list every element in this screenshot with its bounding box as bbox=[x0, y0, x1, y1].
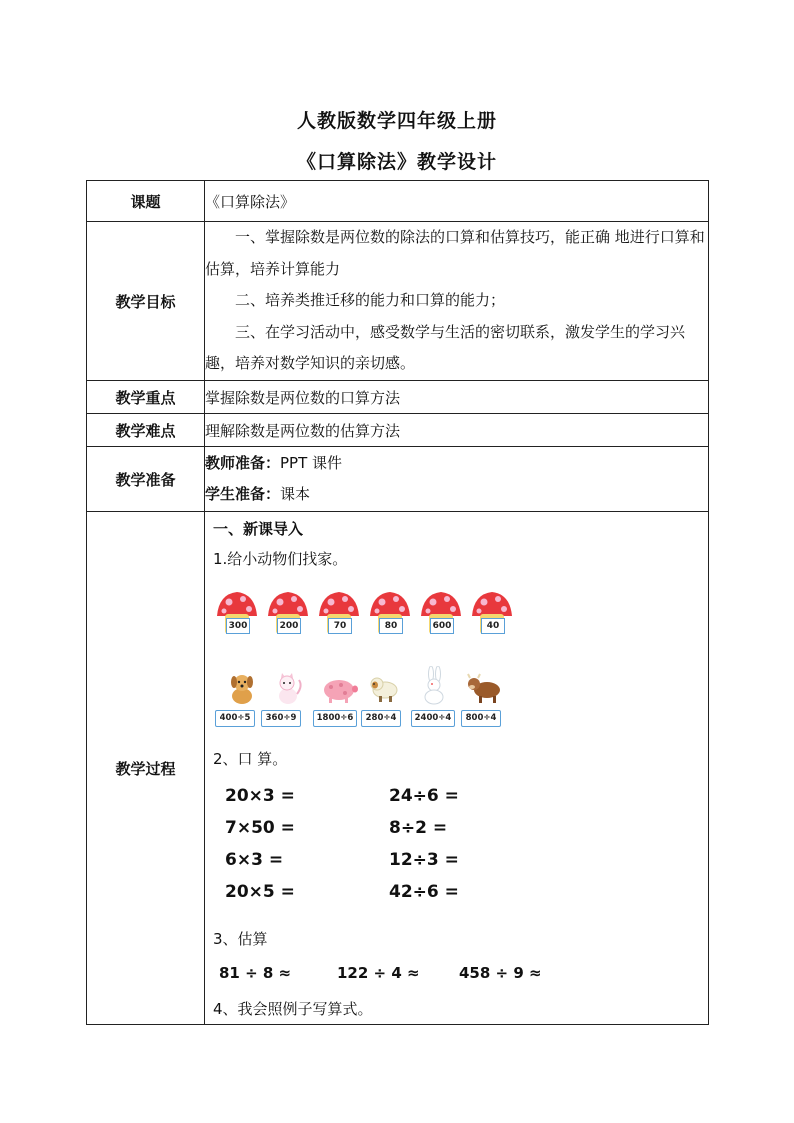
prep-content bbox=[205, 447, 709, 512]
mushroom-house-icon bbox=[215, 590, 259, 636]
animal-expression: 280÷4 bbox=[361, 710, 401, 727]
key-point-label: 教学重点 bbox=[87, 381, 205, 414]
oral-expression: 8÷2 = bbox=[389, 818, 448, 838]
process-label: 教学过程 bbox=[87, 512, 205, 1025]
mushroom-house-icon bbox=[470, 590, 514, 636]
mushroom-number: 70 bbox=[328, 618, 352, 634]
animal-expression: 360÷9 bbox=[261, 710, 301, 727]
question-4: 4、我会照例子写算式。 bbox=[213, 1000, 373, 1018]
oral-expression: 20×5 = bbox=[225, 882, 295, 902]
teacher-prep bbox=[205, 448, 708, 479]
mushroom-number: 40 bbox=[481, 618, 505, 634]
kitten-icon bbox=[271, 672, 305, 710]
prep-label: 教学准备 bbox=[87, 447, 205, 512]
question-2: 2、口 算。 bbox=[213, 750, 288, 768]
mushroom-house-icon bbox=[419, 590, 463, 636]
oral-expression: 20×3 = bbox=[225, 786, 295, 806]
pig-icon bbox=[319, 674, 359, 710]
doc-title: 人教版数学四年级上册 bbox=[296, 110, 497, 132]
goals-label: 教学目标 bbox=[87, 222, 205, 381]
oral-expression: 42÷6 = bbox=[389, 882, 459, 902]
difficulty-label: 教学难点 bbox=[87, 414, 205, 447]
animal-expression: 2400÷4 bbox=[411, 710, 455, 727]
lesson-plan-table bbox=[86, 180, 709, 1025]
student-prep-label: 学生准备： bbox=[205, 485, 281, 503]
topic-value: 《口算除法》 bbox=[205, 181, 709, 222]
rabbit-icon bbox=[419, 666, 449, 710]
teacher-prep-value: PPT 课件 bbox=[280, 454, 343, 472]
oral-expression: 6×3 = bbox=[225, 850, 284, 870]
animal-expression: 400÷5 bbox=[215, 710, 255, 727]
mushroom-house-icon bbox=[266, 590, 310, 636]
difficulty-value: 理解除数是两位数的估算方法 bbox=[205, 414, 709, 447]
mushroom-house-icon bbox=[368, 590, 412, 636]
oral-expression: 12÷3 = bbox=[389, 850, 459, 870]
animal-expression: 800÷4 bbox=[461, 710, 501, 727]
doc-subtitle: 《口算除法》教学设计 bbox=[296, 151, 497, 173]
mushroom-number: 80 bbox=[379, 618, 403, 634]
estimate-expression: 81 ÷ 8 ≈ bbox=[219, 964, 292, 982]
goal-item: 一、掌握除数是两位数的除法的口算和估算技巧，能正确 地进行口算和估算，培养计算能力 bbox=[205, 228, 705, 278]
goal-item: 三、在学习活动中，感受数学与生活的密切联系，激发学生的学习兴趣，培养对数学知识的亲切感。 bbox=[205, 322, 686, 373]
teacher-prep-label: 教师准备： bbox=[205, 454, 281, 472]
animal-expression: 1800÷6 bbox=[313, 710, 357, 727]
oral-expression: 7×50 = bbox=[225, 818, 295, 838]
oral-expression: 24÷6 = bbox=[389, 786, 459, 806]
puppy-icon bbox=[225, 672, 259, 710]
estimate-expression: 458 ÷ 9 ≈ bbox=[459, 964, 542, 982]
section-heading: 一、新课导入 bbox=[213, 520, 304, 538]
question-3: 3、估算 bbox=[213, 930, 268, 948]
student-prep bbox=[205, 479, 708, 510]
estimate-expression: 122 ÷ 4 ≈ bbox=[337, 964, 420, 982]
cow-icon bbox=[465, 672, 505, 710]
sheep-icon bbox=[367, 672, 403, 710]
mushroom-number: 300 bbox=[226, 618, 250, 634]
student-prep-value: 课本 bbox=[280, 485, 311, 503]
mushroom-house-icon bbox=[317, 590, 361, 636]
goals-content bbox=[205, 222, 709, 381]
mushroom-number: 200 bbox=[277, 618, 301, 634]
goal-item: 二、培养类推迁移的能力和口算的能力； bbox=[235, 291, 506, 310]
process-content bbox=[205, 512, 709, 1025]
question-1: 1.给小动物们找家。 bbox=[213, 550, 348, 568]
topic-label: 课题 bbox=[87, 181, 205, 222]
mushroom-row bbox=[215, 590, 535, 640]
key-point-value: 掌握除数是两位数的口算方法 bbox=[205, 381, 709, 414]
animal-row bbox=[215, 672, 535, 732]
mushroom-number: 600 bbox=[430, 618, 454, 634]
